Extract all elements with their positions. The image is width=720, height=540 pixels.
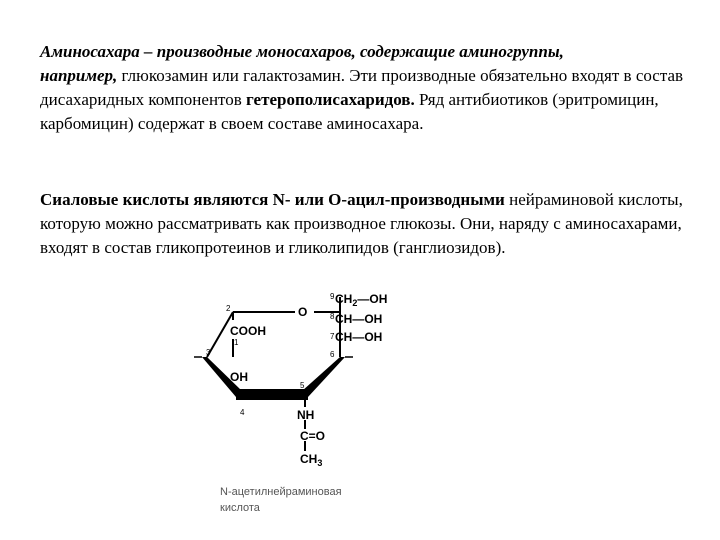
structure-caption-line2: кислота [220,502,260,514]
paragraph2-text: нейраминовой кислоты, которую можно рассматривать как производное глюкозы. Они, наряду с аминосахарами, входят в состав гликопротеинов и гликолипидов (ганглиозидов). [40,190,683,257]
aminosugar-definition: Аминосахара – производные моносахаров, содержащие аминогруппы, [40,42,564,61]
paragraph1-text-b: Ряд антибиотиков (эритромицин, карбомицин) содержат в своем составе аминосахара. [40,90,659,133]
methyl-group: $CH_3$ [300,452,323,468]
carbon-number-9: 9 [330,292,335,301]
wedge-c6-c5 [302,357,345,397]
carbon-number-4: 4 [240,408,245,417]
carbon-number-5: 5 [300,381,305,390]
choh-c7: CH—OH [335,330,383,344]
hydroxyl-c4: OH [230,370,248,384]
example-label: например, [40,66,118,85]
carbon-number-3: 3 [206,348,211,357]
ring-oxygen: O [298,305,308,319]
carbonyl-group: C=O [300,429,326,443]
wedge-c4-c5 [236,389,308,400]
heteropolysaccharides-term: гетерополисахаридов. [246,90,415,109]
carbon-number-7: 7 [330,332,335,341]
carbon-number-1: 1 [234,338,239,347]
paragraph1-text-a: глюкозамин или галактозамин. Эти производные обязательно входят в состав дисахаридных компонентов [40,66,684,109]
cooh-group: COOH [230,324,266,338]
paragraph-sialic-acids [40,188,690,260]
nh-group: NH [297,408,315,422]
ring-bonds [207,312,340,357]
carbon-number-6: 6 [330,350,335,359]
ch2oh-group: $CH_2—OH$ [335,292,388,308]
carbon-number-8: 8 [330,312,335,321]
carbon-number-2: 2 [226,304,231,313]
neuraminic-acid-structure [190,285,420,520]
sialic-acid-definition: Сиаловые кислоты являются N- или О-ацил-производными [40,190,505,209]
paragraph-aminosugars [40,40,690,136]
structure-caption-line1: N-ацетилнейраминовая [220,486,342,498]
choh-c8: CH—OH [335,312,383,326]
